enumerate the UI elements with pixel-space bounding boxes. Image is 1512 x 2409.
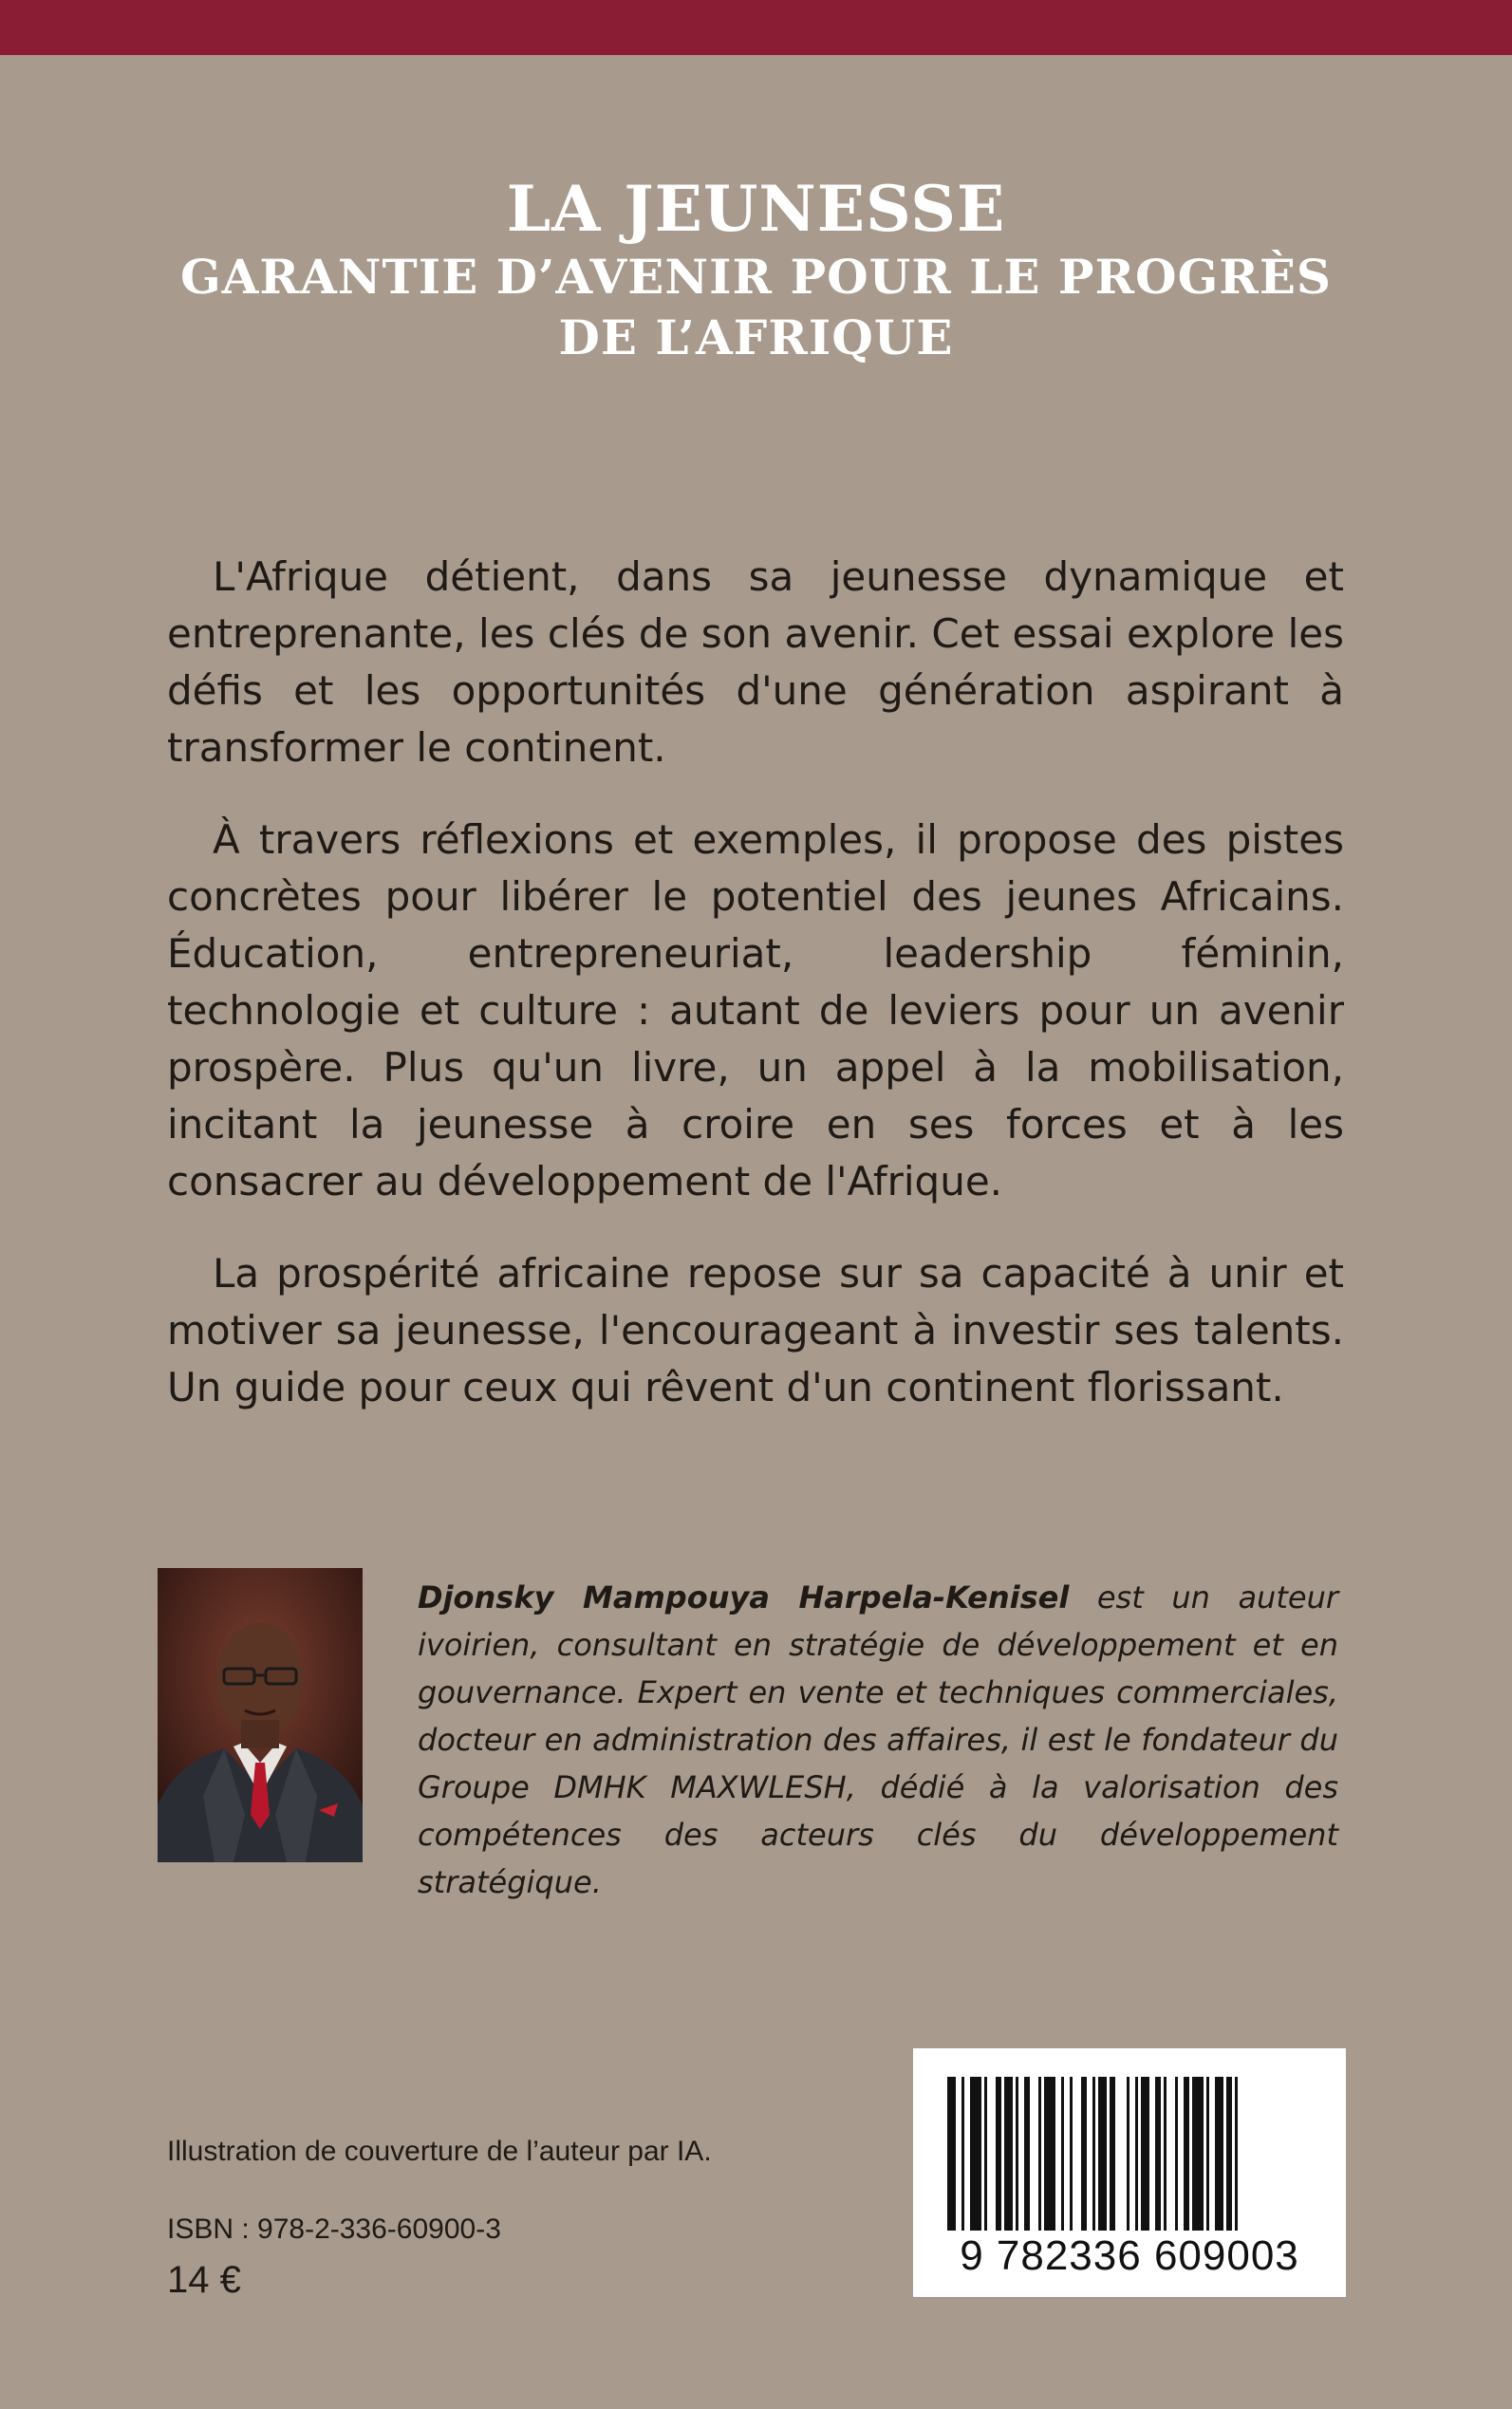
blurb-paragraph-1: L'Afrique détient, dans sa jeunesse dynamique et entreprenante, les clés de son avenir. Cet essai explore les défis et les opportunités d'une génération aspirant à transformer le continent.	[167, 553, 1344, 771]
author-portrait-image	[158, 1568, 363, 1862]
blurb-paragraph-3: La prospérité africaine repose sur sa capacité à unir et motiver sa jeunesse, l'encourageant à investir ses talents. Un guide pour ceux qui rêvent d'un continent florissant.	[167, 1250, 1344, 1410]
price: 14 €	[167, 2259, 241, 2301]
barcode	[913, 2048, 1346, 2297]
cover-illustration-credit: Illustration de couverture de l’auteur par IA.	[167, 2136, 712, 2167]
barcode-bars	[913, 2048, 1346, 2238]
book-title	[0, 171, 1512, 368]
author-bio-text: est un auteur ivoirien, consultant en stratégie de développement et en gouvernance. Expert en vente et techniques commerciales, docteur en administration des affaires, il est le fondateur du Groupe DMHK MAXWLESH, dédié à la valorisation des compétences des acteurs clés du développement stratégique.	[418, 1579, 1338, 1900]
blurb-paragraph-2: À travers réflexions et exemples, il propose des pistes concrètes pour libérer le potentiel des jeunes Africains. Éducation, entrepreneuriat, leadership féminin, technologie et culture : autant de leviers pour un avenir prospère. Plus qu'un livre, un appel à la mobilisation, incitant la jeunesse à croire en ses forces et à les consacrer au développement de l'Afrique.	[167, 816, 1344, 1204]
barcode-digits: 9 782336 609003	[960, 2232, 1299, 2279]
back-cover-blurb	[167, 549, 1344, 1451]
title-subtitle-line2: DE L’AFRIQUE	[558, 309, 954, 365]
title-subtitle-line1: GARANTIE D’AVENIR POUR LE PROGRÈS	[179, 249, 1333, 305]
author-photo	[158, 1568, 363, 1862]
top-color-band	[0, 0, 1512, 55]
title-main: LA JEUNESSE	[506, 172, 1006, 246]
author-name: Djonsky Mampouya Harpela-Kenisel	[418, 1579, 1070, 1615]
author-biography	[418, 1574, 1338, 1906]
isbn: ISBN : 978-2-336-60900-3	[167, 2213, 501, 2245]
